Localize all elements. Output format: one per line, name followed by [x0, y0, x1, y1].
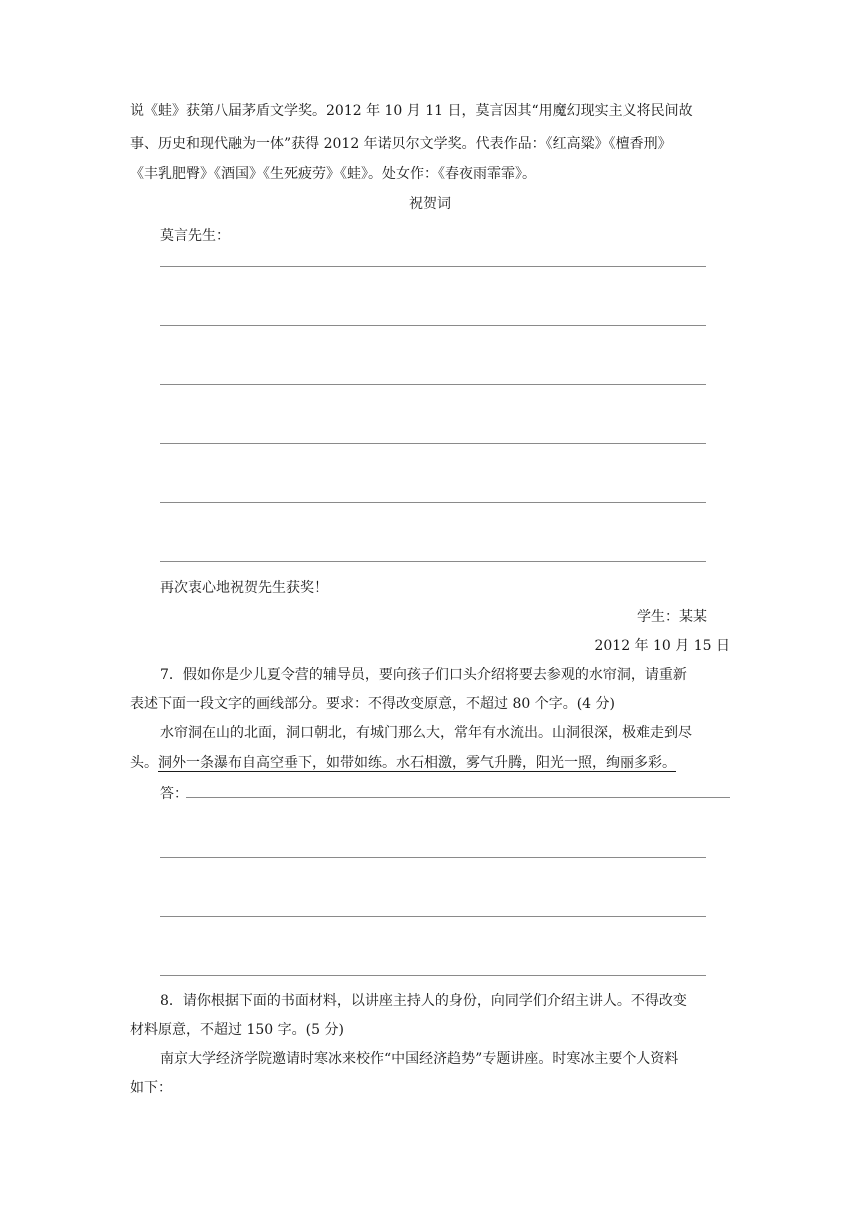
- q8-prompt-line-1: 8．请你根据下面的书面材料，以讲座主持人的身份，向同学们介绍主讲人。不得改变: [160, 993, 687, 1009]
- intro-line-1: 说《蛙》获第八届茅盾文学奖。2012 年 10 月 11 日，莫言因其“用魔幻现实主义将民间故: [130, 103, 693, 119]
- q8-material-line-1: 南京大学经济学院邀请时寒冰来校作“中国经济趋势”专题讲座。时寒冰主要个人资料: [160, 1051, 679, 1067]
- q7-passage-line-1: 水帘洞在山的北面，洞口朝北，有城门那么大，常年有水流出。山洞很深，极难走到尽: [160, 725, 692, 741]
- q7-prompt-line-1: 7．假如你是少儿夏令营的辅导员，要向孩子们口头介绍将要去参观的水帘洞，请重新: [160, 667, 687, 683]
- writing-line[interactable]: [160, 443, 706, 444]
- answer-line[interactable]: [160, 857, 706, 858]
- q7-underlined-text: 洞外一条瀑布自高空垂下，如带如练。水石相激，雾气升腾，阳光一照，绚丽多彩。: [158, 755, 676, 771]
- answer-line[interactable]: [186, 797, 730, 798]
- writing-line[interactable]: [160, 502, 706, 503]
- letter-signature: 学生：某某: [637, 609, 707, 625]
- q8-prompt-line-2: 材料原意，不超过 150 字。(5 分): [130, 1022, 344, 1038]
- intro-line-2: 事、历史和现代融为一体”获得 2012 年诺贝尔文学奖。代表作品：《红高粱》《檀香刑》: [130, 136, 672, 152]
- letter-salutation: 莫言先生：: [160, 228, 230, 244]
- letter-date: 2012 年 10 月 15 日: [594, 638, 730, 654]
- letter-closing: 再次衷心地祝贺先生获奖！: [160, 580, 328, 596]
- q7-prompt-line-2: 表述下面一段文字的画线部分。要求：不得改变原意，不超过 80 个字。(4 分): [130, 696, 615, 712]
- letter-title: 祝贺词: [409, 196, 451, 212]
- writing-line[interactable]: [160, 266, 706, 267]
- answer-line[interactable]: [160, 916, 706, 917]
- writing-line[interactable]: [160, 561, 706, 562]
- answer-line[interactable]: [160, 975, 706, 976]
- q8-material-line-2: 如下：: [130, 1080, 172, 1096]
- q7-passage-plain: 头。: [130, 755, 158, 771]
- q7-passage-line-2: [130, 753, 730, 773]
- answer-label: 答：: [160, 786, 188, 802]
- writing-line[interactable]: [160, 384, 706, 385]
- intro-line-3: 《丰乳肥臀》《酒国》《生死疲劳》《蛙》。处女作：《春夜雨霏霏》。: [130, 166, 536, 182]
- writing-line[interactable]: [160, 325, 706, 326]
